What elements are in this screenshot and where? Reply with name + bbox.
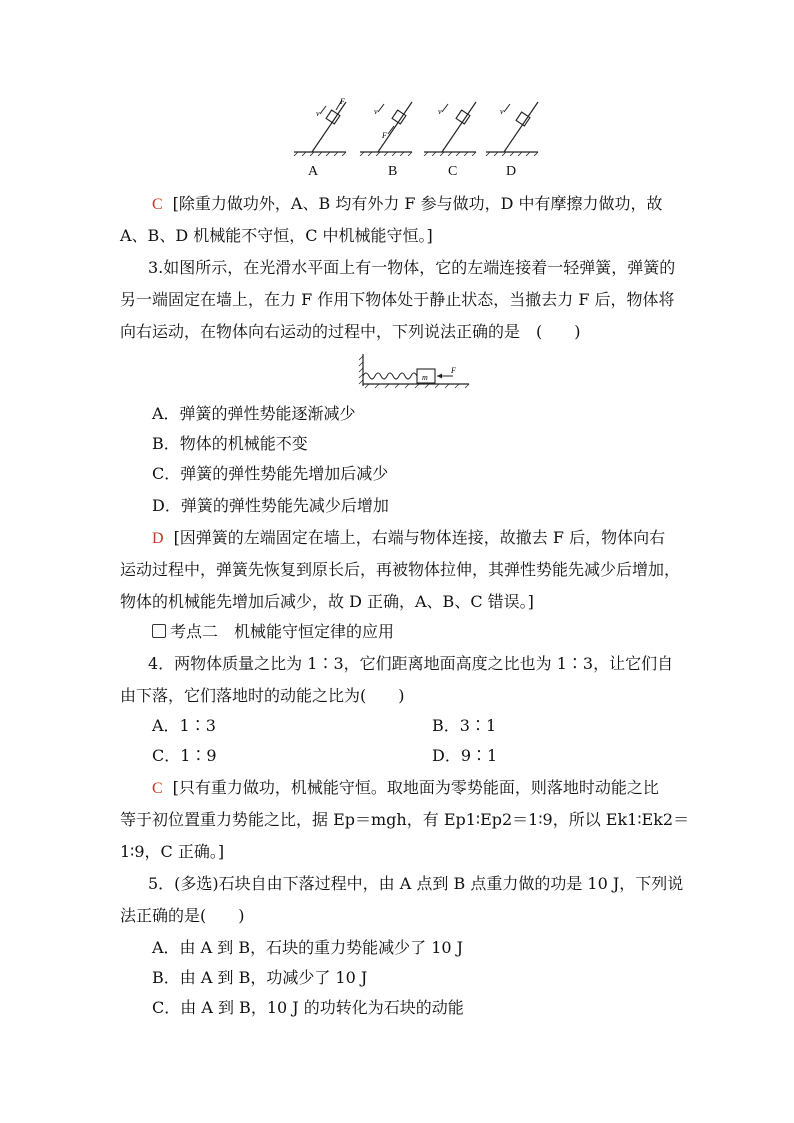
q3-stem-line-1: 3.如图所示，在光滑水平面上有一物体，它的左端连接着一轻弹簧，弹簧的 (148, 258, 676, 277)
svg-text:F: F (340, 97, 345, 106)
diagram-a (294, 97, 346, 156)
q4-answer-text-1: [只有重力做功，机械能守恒。取地面为零势能面，则落地时动能之比 (172, 778, 659, 797)
figure-spring-block (355, 352, 471, 390)
q2-answer-line-2: A、B、D 机械能不守恒，C 中机械能守恒。] (120, 226, 433, 245)
q4-answer-letter: C (152, 780, 163, 797)
q4-answer-line-3: 1∶9，C 正确。] (120, 842, 225, 861)
diagram-b (360, 102, 412, 156)
figure-label-d: D (506, 164, 517, 179)
svg-text:F: F (382, 131, 387, 140)
q3-option-c: C．弹簧的弹性势能先增加后减少 (152, 464, 389, 483)
q3-stem-line-3: 向右运动，在物体向右运动的过程中，下列说法正确的是 ( ) (120, 322, 581, 341)
q3-answer-line-2: 运动过程中，弹簧先恢复到原长后，再被物体拉伸，其弹性势能先减少后增加， (120, 560, 681, 579)
q3-answer-line-1 (152, 528, 665, 549)
svg-text:v: v (500, 107, 504, 116)
q4-answer-line-1 (152, 778, 659, 799)
q4-option-c: C．1∶9 (152, 746, 217, 765)
q3-option-d: D．弹簧的弹性势能先减少后增加 (152, 496, 389, 515)
q2-answer-line-1 (152, 194, 663, 215)
figure-inclined-planes (290, 96, 560, 156)
svg-text:v: v (438, 107, 442, 116)
q4-answer-line-2: 等于初位置重力势能之比，据 Ep＝mgh，有 Ep1∶Ep2＝1∶9，所以 Ek1∶Ek2＝ (120, 810, 690, 829)
diagram-c (424, 102, 476, 156)
q4-stem-line-2: 由下落，它们落地时的动能之比为( ) (120, 686, 405, 705)
section-title-text: 考点二 机械能守恒定律的应用 (170, 622, 395, 641)
diagram-d (486, 102, 538, 156)
svg-text:v: v (374, 107, 378, 116)
figure-label-b: B (388, 164, 398, 179)
q3-answer-letter: D (152, 530, 164, 547)
figure-label-c: C (448, 164, 458, 179)
svg-text:v: v (316, 109, 320, 118)
section-icon (152, 624, 166, 638)
q5-stem-line-2: 法正确的是( ) (120, 906, 245, 925)
q4-option-b: B．3∶1 (432, 716, 497, 735)
q3-stem-line-2: 另一端固定在墙上，在力 F 作用下物体处于静止状态，当撤去力 F 后，物体将 (120, 290, 675, 309)
q5-option-c: C．由 A 到 B，10 J 的功转化为石块的动能 (152, 998, 464, 1017)
q3-option-b: B．物体的机械能不变 (152, 434, 308, 453)
q4-option-a: A．1∶3 (152, 716, 216, 735)
section-title (152, 622, 394, 642)
figure-label-a: A (308, 164, 319, 179)
q4-option-d: D．9∶1 (432, 746, 498, 765)
q2-answer-letter: C (152, 196, 163, 213)
q3-option-a: A．弹簧的弹性势能逐渐减少 (152, 404, 356, 423)
q3-answer-line-3: 物体的机械能先增加后减少，故 D 正确，A、B、C 错误。] (120, 592, 534, 611)
q5-option-b: B．由 A 到 B，功减少了 10 J (152, 968, 368, 987)
q5-option-a: A．由 A 到 B，石块的重力势能减少了 10 J (152, 938, 464, 957)
svg-text:F: F (451, 366, 456, 375)
q3-answer-text-1: [因弹簧的左端固定在墙上，右端与物体连接，故撤去 F 后，物体向右 (173, 528, 666, 547)
q5-stem-line-1: 5．(多选)石块自由下落过程中，由 A 点到 B 点重力做的功是 10 J，下列说 (148, 874, 684, 893)
svg-text:m: m (422, 373, 428, 382)
q4-stem-line-1: 4．两物体质量之比为 1∶3，它们距离地面高度之比也为 1∶3，让它们自 (148, 654, 674, 673)
q2-answer-text-1: [除重力做功外，A、B 均有外力 F 参与做功，D 中有摩擦力做功，故 (172, 194, 663, 213)
